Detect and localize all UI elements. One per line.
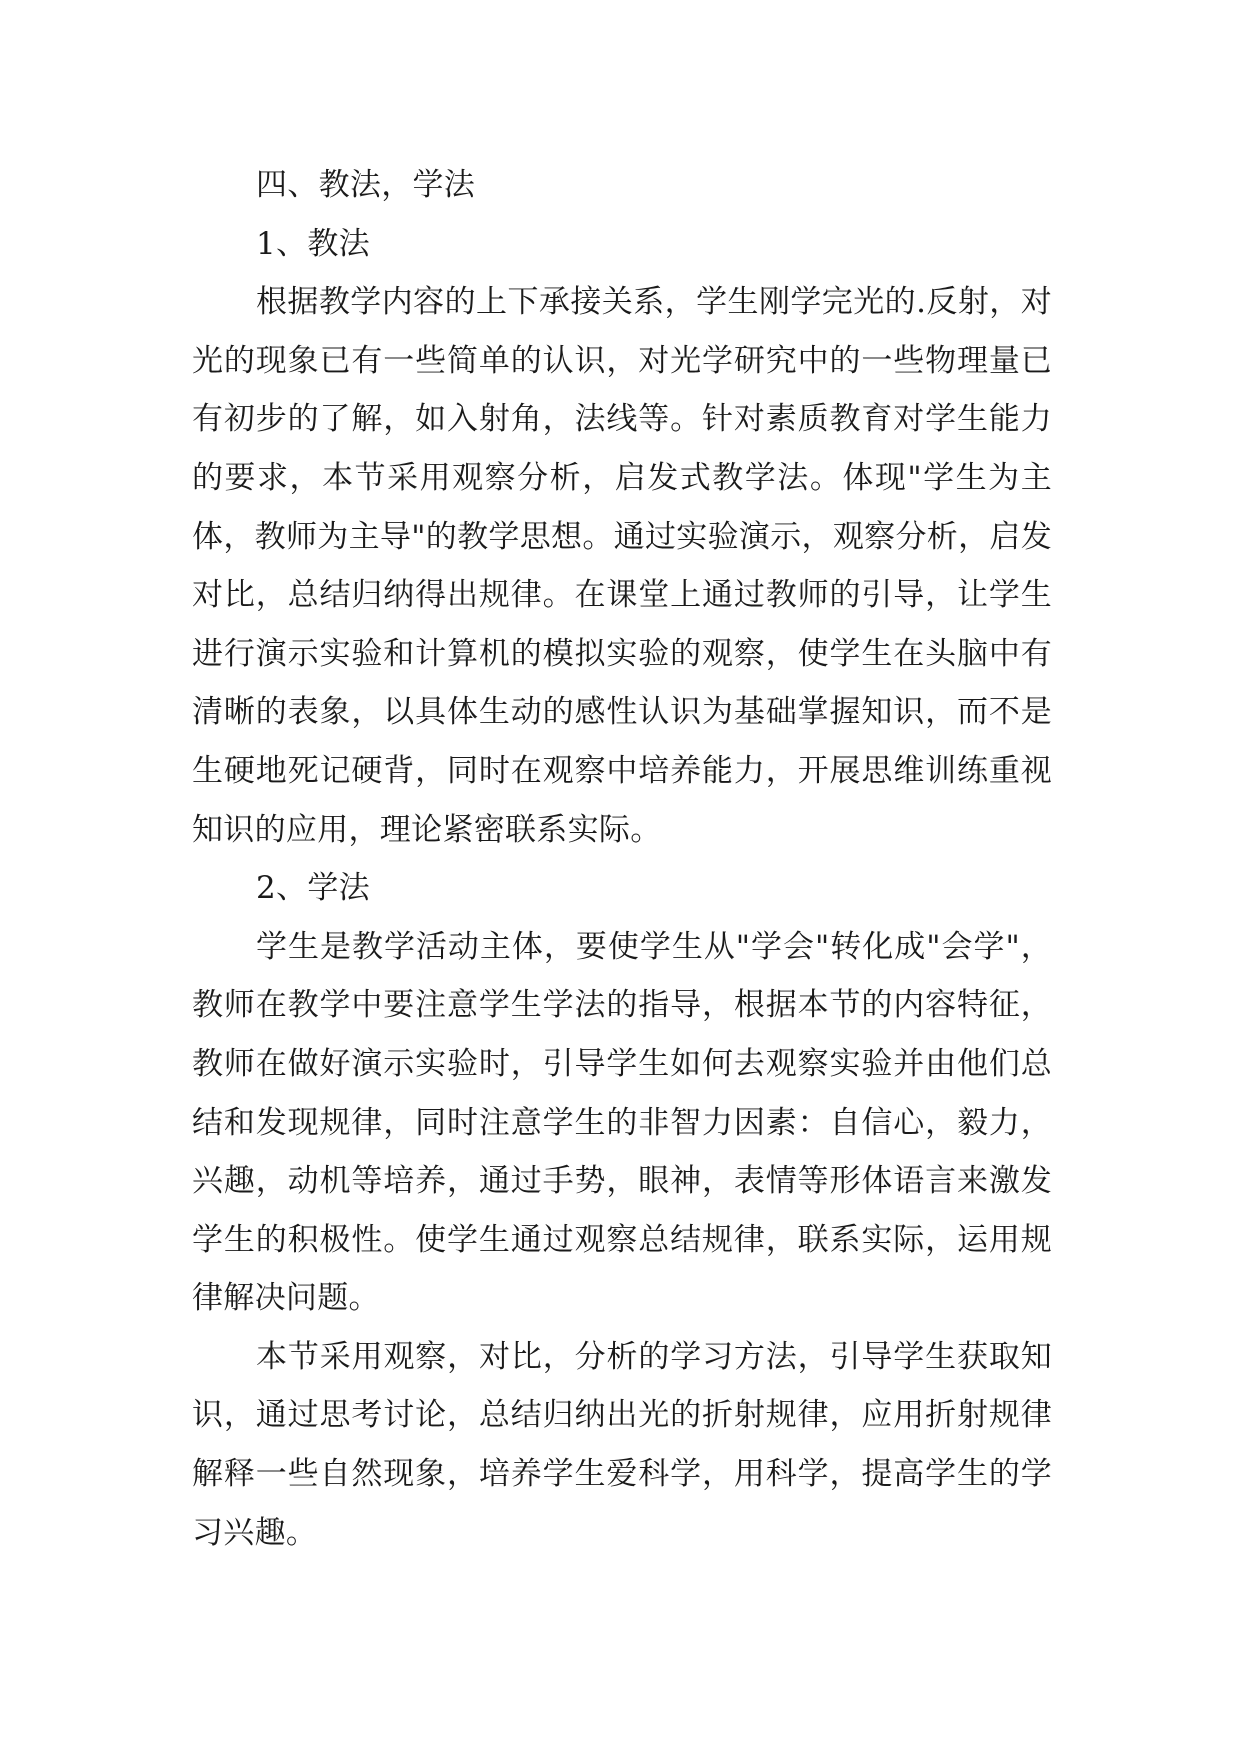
document-body xyxy=(192,156,1052,1562)
learning-method-paragraph-1: 学生是教学活动主体，要使学生从"学会"转化成"会学"，教师在教学中要注意学生学法的指导，根据本节的内容特征，教师在做好演示实验时，引导学生如何去观察实验并由他们总结和发现规律，同时注意学生的非智力因素：自信心，毅力，兴趣，动机等培养，通过手势，眼神，表情等形体语言来激发学生的积极性。使学生通过观察总结规律，联系实际，运用规律解决问题。 xyxy=(192,928,1052,1317)
learning-method-paragraph-2: 本节采用观察，对比，分析的学习方法，引导学生获取知识，通过思考讨论，总结归纳出光的折射规律，应用折射规律解释一些自然现象，培养学生爱科学，用科学，提高学生的学习兴趣。 xyxy=(192,1338,1052,1551)
learning-method-title: 2、学法 xyxy=(256,870,370,907)
teaching-method-paragraph: 根据教学内容的上下承接关系，学生刚学完光的.反射，对光的现象已有一些简单的认识，对光学研究中的一些物理量已有初步的了解，如入射角，法线等。针对素质教育对学生能力的要求，本节采用观察分析，启发式教学法。体现"学生为主体，教师为主导"的教学思想。通过实验演示，观察分析，启发对比，总结归纳得出规律。在课堂上通过教师的引导，让学生进行演示实验和计算机的模拟实验的观察，使学生在头脑中有清晰的表象，以具体生动的感性认识为基础掌握知识，而不是生硬地死记硬背，同时在观察中培养能力，开展思维训练重视知识的应用，理论紧密联系实际。 xyxy=(192,284,1052,848)
section-heading: 四、教法，学法 xyxy=(256,167,476,203)
teaching-method-title: 1、教法 xyxy=(256,225,370,262)
